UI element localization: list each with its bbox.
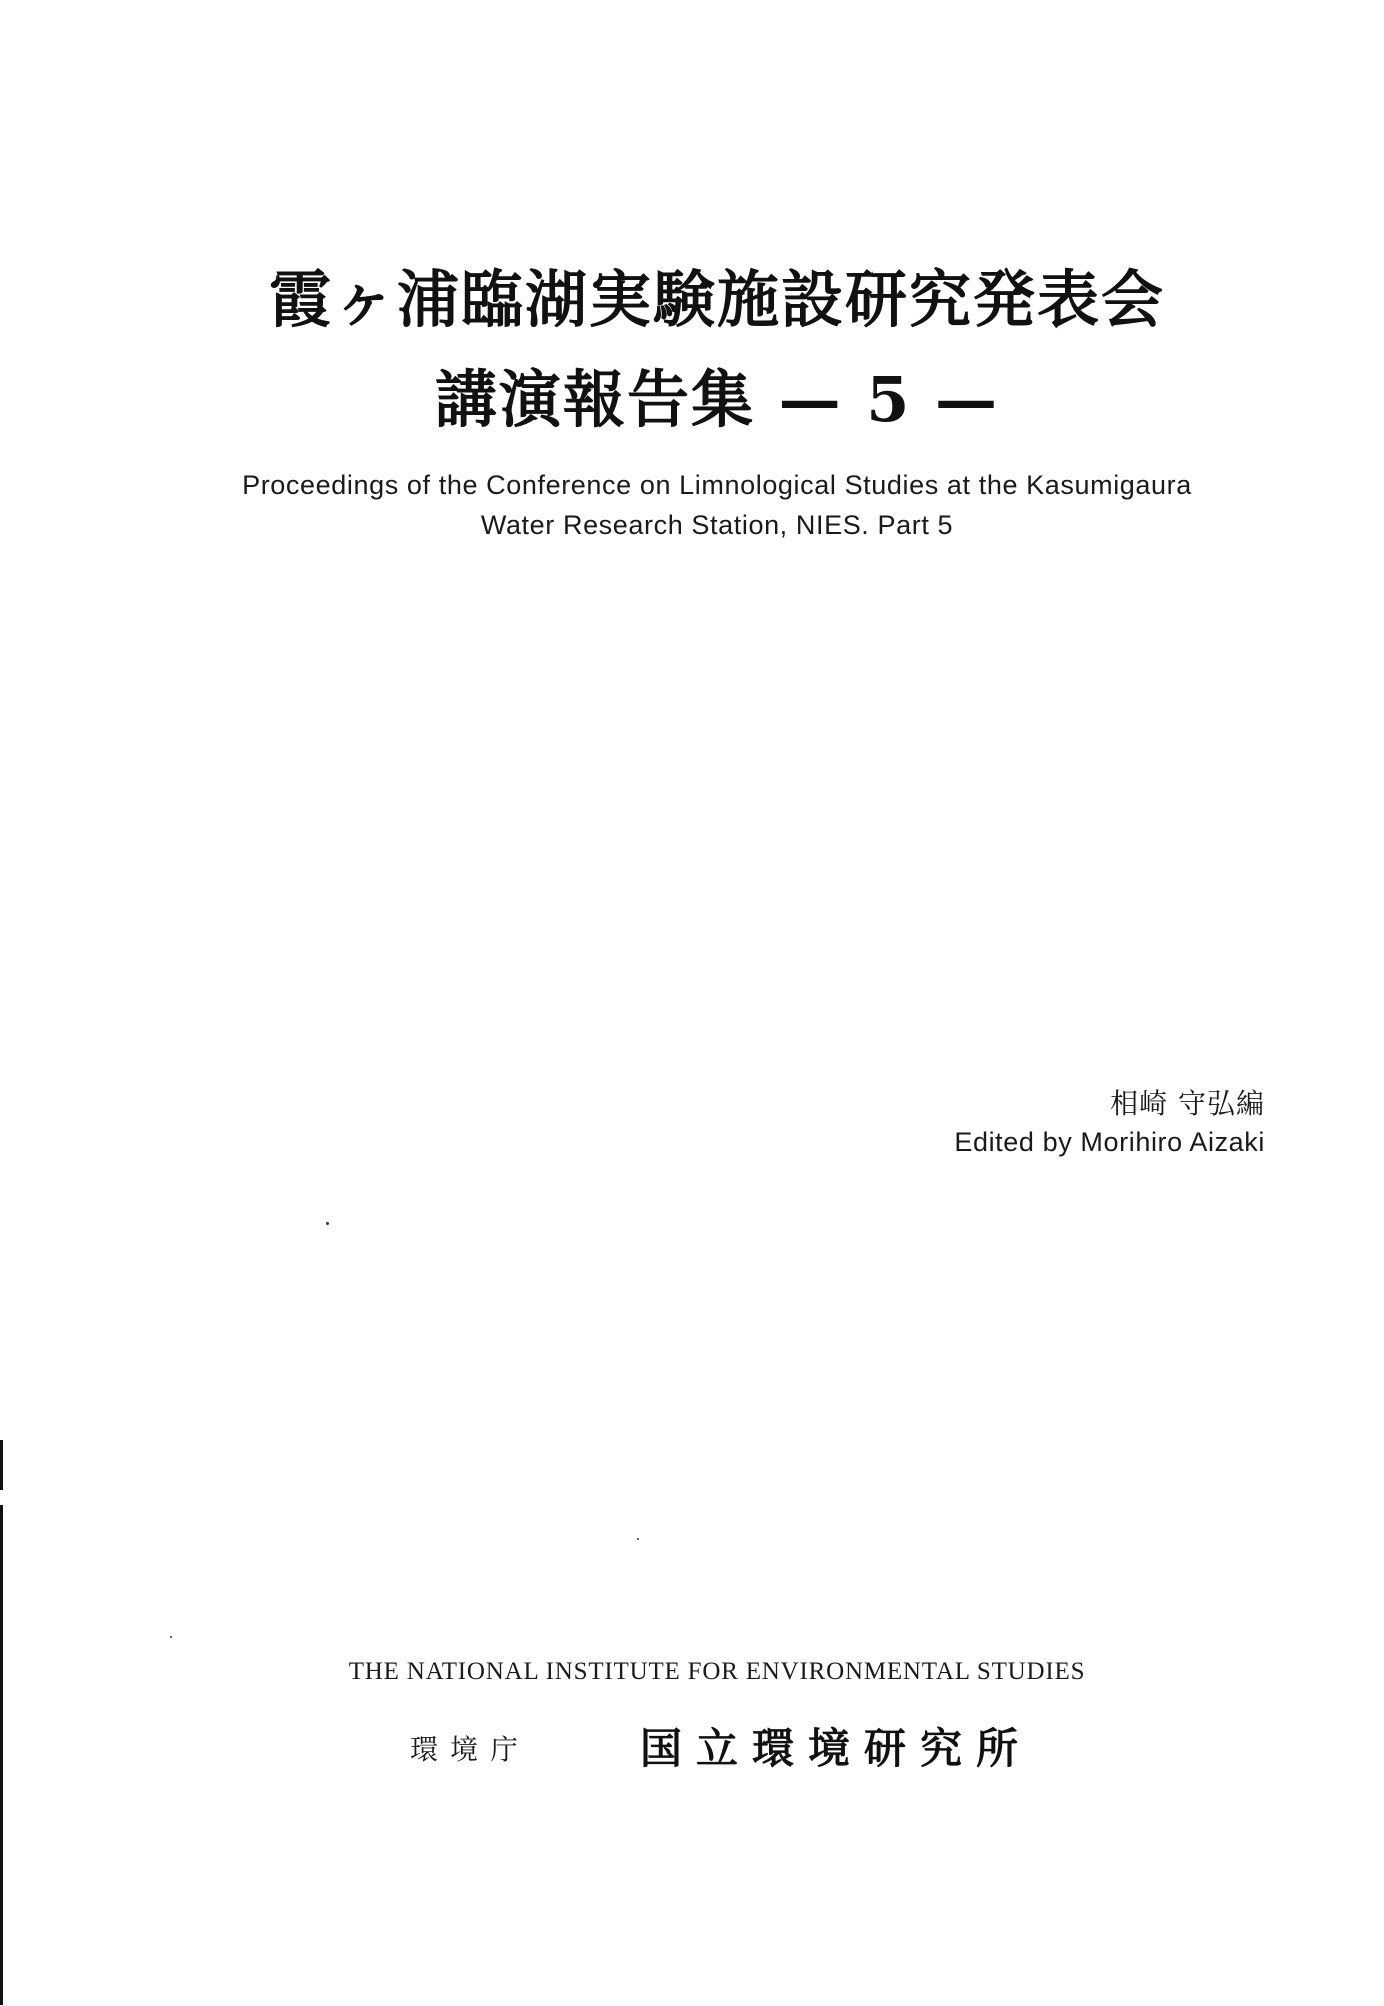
title-japanese-line-1: 霞ヶ浦臨湖実験施設研究発表会 xyxy=(268,263,1165,336)
scan-speck xyxy=(170,1636,172,1638)
scan-speck xyxy=(326,1222,329,1225)
publisher-institute-japanese: 国立環境研究所 xyxy=(640,1724,1033,1773)
publisher-agency-japanese: 環境庁 xyxy=(410,1733,531,1766)
scan-edge-mark xyxy=(0,1440,3,1490)
publisher-english: THE NATIONAL INSTITUTE FOR ENVIRONMENTAL STUDIES xyxy=(348,1658,1086,1685)
editor-japanese: 相崎 守弘編 xyxy=(1110,1087,1265,1120)
scan-edge-mark xyxy=(0,1505,3,2005)
title-english-line-1: Proceedings of the Conference on Limnological Studies at the Kasumigaura xyxy=(242,470,1192,500)
title-japanese-line-2: 講演報告集 — 5 — xyxy=(435,363,999,436)
scan-speck xyxy=(637,1538,639,1540)
editor-english: Edited by Morihiro Aizaki xyxy=(954,1127,1265,1157)
title-english-line-2: Water Research Station, NIES. Part 5 xyxy=(480,510,954,540)
